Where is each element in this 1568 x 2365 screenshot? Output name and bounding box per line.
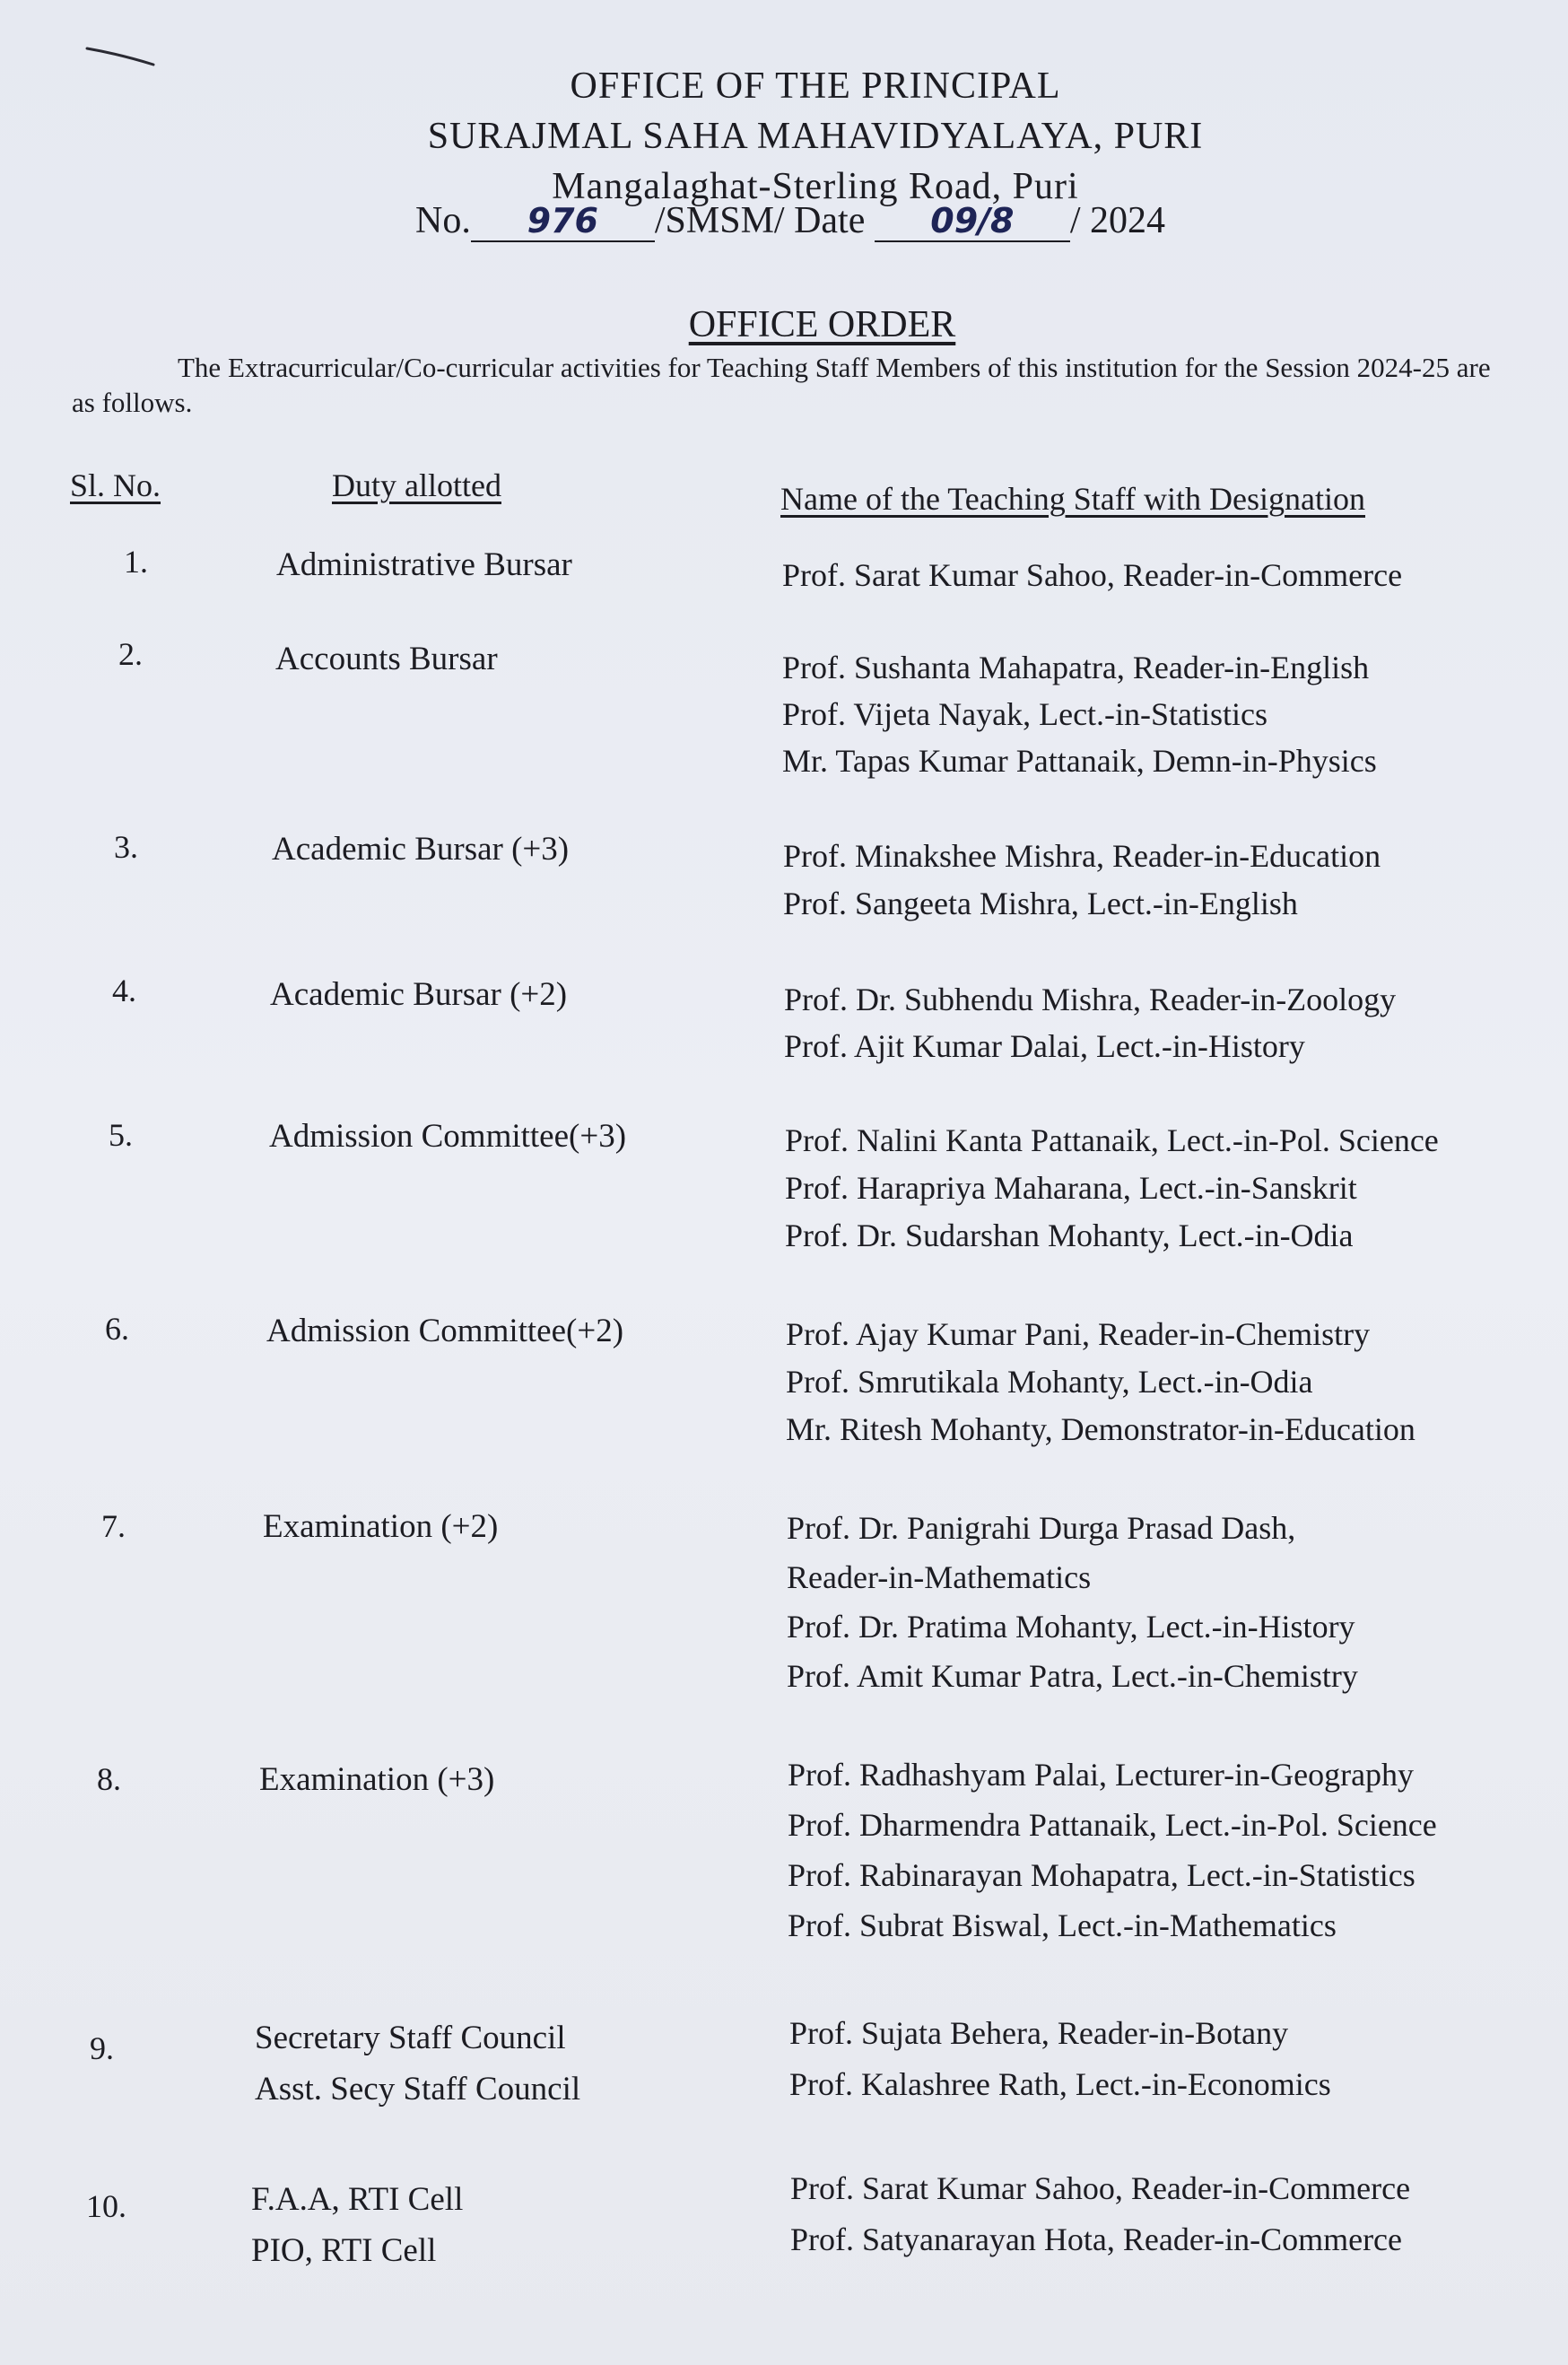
duty-allotted: Examination (+3) [259, 1761, 495, 1798]
college-name: SURAJMAL SAHA MAHAVIDYALAYA, PURI [427, 116, 1204, 157]
duty-allotted: Accounts Bursar [275, 641, 498, 677]
duty-allotted: Secretary Staff Council [255, 2020, 566, 2056]
ref-mid-text: /SMSM/ Date [654, 200, 866, 241]
duty-allotted: Admission Committee(+3) [269, 1118, 627, 1155]
serial-number: 6. [105, 1311, 129, 1347]
column-header-sl-no: Sl. No. [70, 467, 161, 503]
staff-name-designation: Reader-in-Mathematics [787, 1559, 1092, 1595]
serial-number: 10. [86, 2188, 126, 2224]
duty-allotted: Asst. Secy Staff Council [255, 2071, 581, 2108]
staff-name-designation: Prof. Sujata Behera, Reader-in-Botany [789, 2015, 1289, 2051]
serial-number: 2. [118, 636, 143, 672]
staff-name-designation: Mr. Ritesh Mohanty, Demonstrator-in-Education [786, 1411, 1416, 1447]
reference-line [415, 199, 1165, 242]
staff-name-designation: Prof. Dr. Pratima Mohanty, Lect.-in-History [787, 1609, 1355, 1645]
duty-allotted: Administrative Bursar [276, 546, 572, 583]
serial-number: 9. [90, 2030, 114, 2066]
staff-name-designation: Prof. Ajit Kumar Dalai, Lect.-in-History [784, 1028, 1305, 1064]
duty-allotted: PIO, RTI Cell [251, 2232, 437, 2269]
staff-name-designation: Prof. Dr. Sudarshan Mohanty, Lect.-in-Odia [785, 1217, 1354, 1253]
staff-name-designation: Prof. Radhashyam Palai, Lecturer-in-Geography [788, 1757, 1415, 1793]
staff-name-designation: Prof. Dr. Panigrahi Durga Prasad Dash, [787, 1510, 1296, 1546]
staff-name-designation: Prof. Rabinarayan Mohapatra, Lect.-in-Statistics [788, 1857, 1416, 1893]
staff-name-designation: Prof. Sushanta Mahapatra, Reader-in-English [782, 650, 1370, 685]
staff-name-designation: Prof. Subrat Biswal, Lect.-in-Mathematics [788, 1907, 1337, 1943]
no-label: No. [415, 200, 471, 241]
staff-name-designation: Prof. Kalashree Rath, Lect.-in-Economics [789, 2066, 1331, 2102]
staff-name-designation: Mr. Tapas Kumar Pattanaik, Demn-in-Physics [782, 743, 1377, 779]
order-number-handwritten: 976 [471, 201, 655, 242]
staff-name-designation: Prof. Smrutikala Mohanty, Lect.-in-Odia [786, 1364, 1313, 1400]
duty-allotted: Academic Bursar (+3) [272, 831, 570, 868]
intro-paragraph: The Extracurricular/Co-curricular activities for Teaching Staff Members of this institution for the Session 2024-25 are as follows. [72, 352, 1491, 418]
staff-name-designation: Prof. Satyanarayan Hota, Reader-in-Commerce [790, 2221, 1403, 2257]
staff-name-designation: Prof. Sangeeta Mishra, Lect.-in-English [783, 886, 1298, 921]
duty-allotted: F.A.A, RTI Cell [251, 2181, 464, 2218]
serial-number: 8. [97, 1761, 121, 1797]
date-handwritten: 09/8 [875, 201, 1070, 242]
staff-name-designation: Prof. Sarat Kumar Sahoo, Reader-in-Commerce [790, 2170, 1411, 2206]
college-address: Mangalaghat-Sterling Road, Puri [552, 166, 1079, 207]
serial-number: 5. [109, 1117, 133, 1153]
staff-name-designation: Prof. Nalini Kanta Pattanaik, Lect.-in-Pol. Science [785, 1122, 1439, 1158]
column-header-staff: Name of the Teaching Staff with Designation [780, 481, 1365, 517]
staff-name-designation: Prof. Ajay Kumar Pani, Reader-in-Chemistry [786, 1316, 1371, 1352]
column-header-duty: Duty allotted [332, 467, 501, 503]
serial-number: 1. [124, 544, 148, 580]
staff-name-designation: Prof. Dharmendra Pattanaik, Lect.-in-Pol. Science [788, 1807, 1437, 1843]
serial-number: 4. [112, 973, 136, 1008]
staff-name-designation: Prof. Amit Kumar Patra, Lect.-in-Chemistry [787, 1658, 1358, 1694]
staff-name-designation: Prof. Minakshee Mishra, Reader-in-Education [783, 838, 1381, 874]
letterhead [0, 61, 1568, 212]
serial-number: 7. [101, 1508, 126, 1544]
staff-name-designation: Prof. Dr. Subhendu Mishra, Reader-in-Zoology [784, 982, 1397, 1017]
duty-allotted: Examination (+2) [263, 1508, 499, 1545]
order-title: OFFICE ORDER [688, 304, 956, 345]
serial-number: 3. [114, 829, 138, 865]
staff-name-designation: Prof. Vijeta Nayak, Lect.-in-Statistics [782, 696, 1268, 732]
year-text: / 2024 [1069, 200, 1166, 241]
duty-allotted: Academic Bursar (+2) [270, 976, 568, 1013]
duty-allotted: Admission Committee(+2) [266, 1313, 624, 1349]
staff-name-designation: Prof. Sarat Kumar Sahoo, Reader-in-Commerce [782, 557, 1403, 593]
office-title: OFFICE OF THE PRINCIPAL [570, 65, 1061, 107]
staff-name-designation: Prof. Harapriya Maharana, Lect.-in-Sanskrit [785, 1170, 1357, 1206]
